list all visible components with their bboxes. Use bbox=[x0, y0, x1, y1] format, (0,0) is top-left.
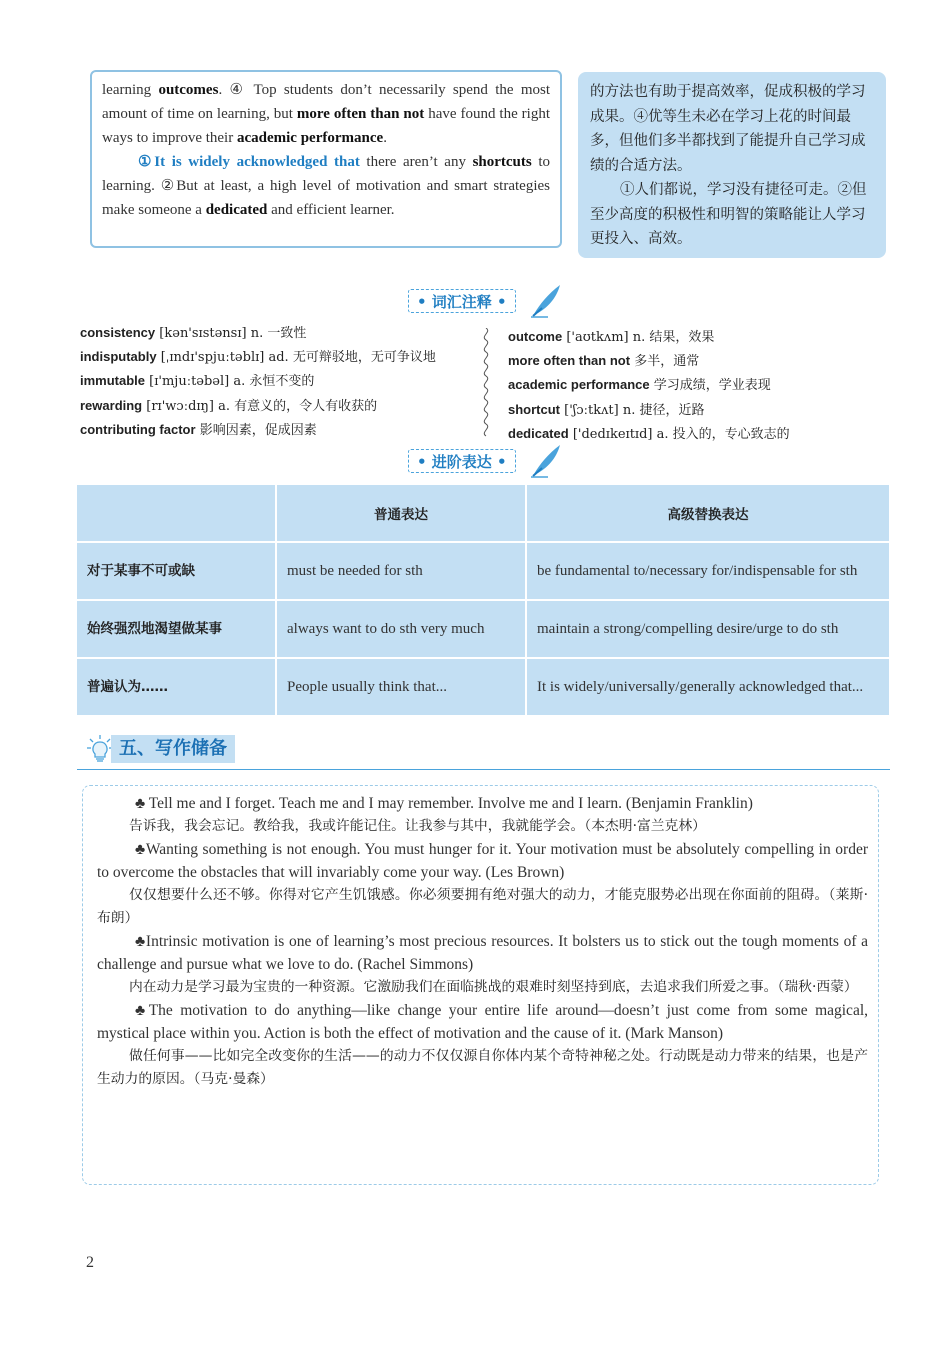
quote-english: ♣Wanting something is not enough. You must hunger for it. Your motivation must be absolutely compelling in order to overcome the obstacles that will invariably come your way. (Les Brown) bbox=[97, 841, 868, 881]
table-row bbox=[77, 543, 891, 601]
section-divider bbox=[77, 769, 890, 770]
advanced-section-label: • 进阶表达 • bbox=[408, 449, 516, 473]
passage-text: there aren’t any bbox=[359, 154, 473, 170]
vocab-entry: indisputably [ˌɪndɪ'spjuːtəblɪ] ad. 无可辩驳地，无可争议地 bbox=[80, 349, 436, 366]
translation-box bbox=[578, 72, 886, 258]
vocab-entry: academic performance 学习成绩，学业表现 bbox=[508, 377, 771, 394]
expression-table bbox=[77, 485, 891, 717]
table-cell: People usually think that... bbox=[277, 659, 527, 717]
quill-icon bbox=[530, 282, 564, 318]
passage-text: . ④ Top students don’t necessarily spend the most amount of time on learning, but bbox=[102, 82, 550, 122]
lightbulb-icon bbox=[87, 734, 113, 764]
vocab-term: dedicated bbox=[205, 202, 268, 218]
writing-section-title: 五、写作储备 bbox=[111, 735, 235, 763]
vocab-term: more often than not bbox=[296, 106, 425, 122]
table-cell: maintain a strong/compelling desire/urge to do sth bbox=[527, 601, 891, 659]
vocab-entry: rewarding [rɪ'wɔːdɪŋ] a. 有意义的，令人有收获的 bbox=[80, 397, 378, 414]
vocab-entry: dedicated ['dedɪkeɪtɪd] a. 投入的，专心致志的 bbox=[508, 425, 790, 442]
table-cell: 始终强烈地渴望做某事 bbox=[77, 601, 277, 659]
table-row bbox=[77, 659, 891, 717]
quote-chinese: 告诉我，我会忘记。教给我，我或许能记住。让我参与其中，我就能学会。（本杰明·富兰克林） bbox=[129, 818, 706, 834]
vocab-list-left bbox=[80, 321, 475, 442]
table-cell: always want to do sth very much bbox=[277, 601, 527, 659]
table-cell: be fundamental to/necessary for/indispensable for sth bbox=[527, 543, 891, 601]
passage-paragraph-1 bbox=[102, 78, 550, 150]
table-row bbox=[77, 601, 891, 659]
vocab-entry: consistency [kən'sɪstənsɪ] n. 一致性 bbox=[80, 325, 307, 341]
vocab-entry: contributing factor 影响因素，促成因素 bbox=[80, 421, 317, 438]
vocab-term: outcomes bbox=[158, 82, 219, 98]
table-header: 高级替换表达 bbox=[527, 485, 891, 543]
quote-english: ♣The motivation to do anything—like change your entire life around—doesn’t just come from some magical, mystical place within you. Action is both the effect of motivation and the cause of it. (Mark Manson) bbox=[97, 1002, 868, 1042]
quote-english: ♣Intrinsic motivation is one of learning’s most precious resources. It bolsters us to stick out the tough moments of a challenge and pursue what we love to do. (Rachel Simmons) bbox=[97, 933, 868, 973]
table-cell: 普遍认为…… bbox=[77, 659, 277, 717]
quote-chinese: 仅仅想要什么还不够。你得对它产生饥饿感。你必须要拥有绝对强大的动力，才能克服势必出现在你面前的阻碍。（莱斯·布朗） bbox=[97, 887, 868, 926]
table-cell: It is widely/universally/generally acknowledged that... bbox=[527, 659, 891, 717]
table-cell: 对于某事不可或缺 bbox=[77, 543, 277, 601]
vocab-term: academic performance bbox=[236, 130, 384, 146]
passage-paragraph-2 bbox=[102, 150, 550, 222]
quote-chinese: 做任何事——比如完全改变你的生活——的动力不仅仅源自你体内某个奇特神秘之处。行动既是动力带来的结果，也是产生动力的原因。（马克·曼森） bbox=[97, 1048, 868, 1087]
quotes-box bbox=[82, 785, 879, 1185]
translation-paragraph-1: 的方法也有助于提高效率，促成积极的学习成果。④优等生未必在学习上花的时间最多，但他们多半都找到了能提升自己学习成绩的合适方法。 bbox=[590, 84, 866, 174]
writing-section-heading bbox=[87, 730, 287, 766]
passage-text: and efficient learner. bbox=[267, 202, 395, 218]
key-sentence: ①It is widely acknowledged that bbox=[138, 154, 360, 170]
vocab-entry: outcome ['aʊtkʌm] n. 结果，效果 bbox=[508, 329, 715, 345]
passage-box bbox=[90, 70, 562, 248]
table-header bbox=[77, 485, 277, 543]
translation-paragraph-2: ①人们都说，学习没有捷径可走。②但至少高度的积极性和明智的策略能让人学习更投入、高效。 bbox=[590, 182, 867, 247]
vocab-entry: more often than not 多半，通常 bbox=[508, 353, 700, 370]
page-number: 2 bbox=[86, 1254, 94, 1271]
passage-text: have found the right ways to improve their bbox=[102, 106, 551, 146]
table-cell: must be needed for sth bbox=[277, 543, 527, 601]
passage-text: learning bbox=[102, 82, 159, 98]
vocab-entry: shortcut ['ʃɔːtkʌt] n. 捷径，近路 bbox=[508, 401, 705, 418]
vocab-list-right bbox=[508, 325, 890, 446]
quill-icon bbox=[530, 442, 564, 478]
table-header: 普通表达 bbox=[277, 485, 527, 543]
spring-divider-icon bbox=[480, 328, 492, 440]
table-header-row bbox=[77, 485, 891, 543]
quote-english: ♣ Tell me and I forget. Teach me and I may remember. Involve me and I learn. (Benjamin Franklin) bbox=[135, 795, 753, 812]
vocab-section-label: • 词汇注释 • bbox=[408, 289, 516, 313]
vocab-entry: immutable [ɪ'mjuːtəbəl] a. 永恒不变的 bbox=[80, 373, 315, 390]
passage-text: . bbox=[383, 130, 387, 146]
quote-chinese: 内在动力是学习最为宝贵的一种资源。它激励我们在面临挑战的艰难时刻坚持到底，去追求我们所爱之事。（瑞秋·西蒙） bbox=[129, 979, 858, 995]
vocab-term: shortcuts bbox=[472, 154, 532, 170]
passage-text: to learning. ②But at least, a high level of motivation and smart strategies make someone a bbox=[102, 154, 550, 218]
